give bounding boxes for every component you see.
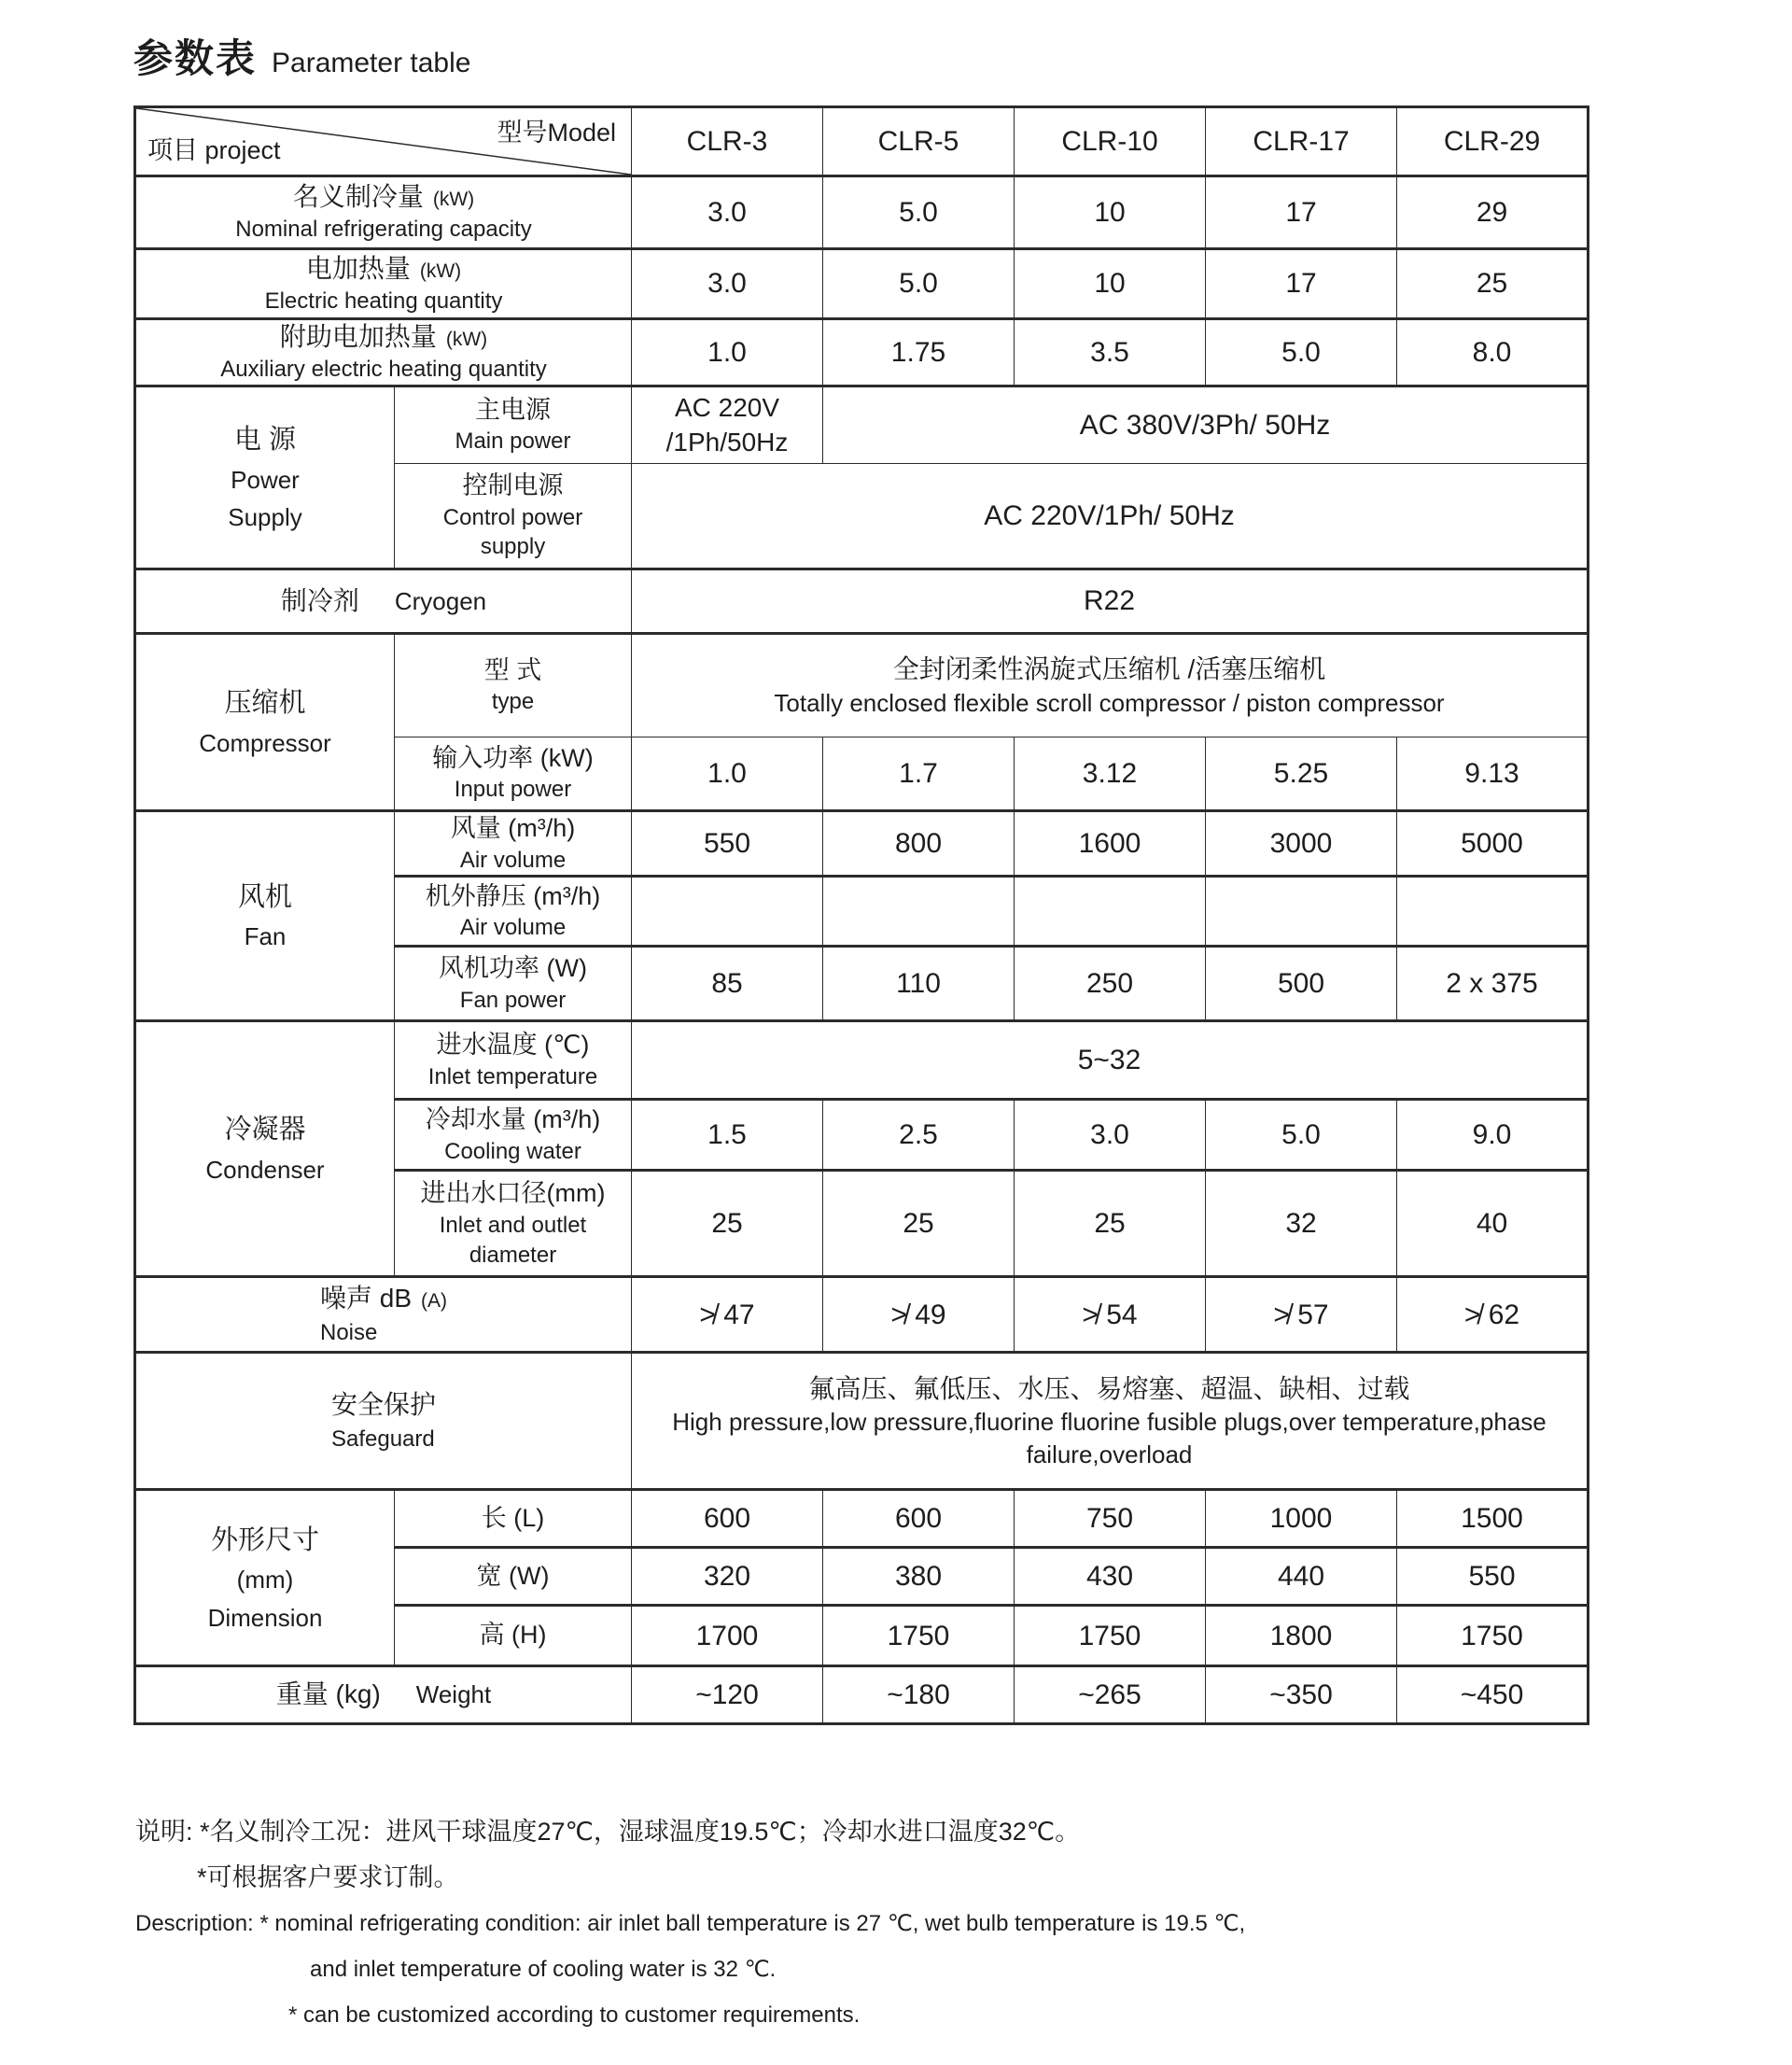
row-weight xyxy=(135,1666,1589,1724)
value-cell: 750 xyxy=(1015,1490,1206,1548)
value-cell: 1.0 xyxy=(632,738,823,811)
label-en: type xyxy=(491,689,535,715)
value-cell: 320 xyxy=(632,1548,823,1606)
value-cell: ≯ 49 xyxy=(823,1277,1015,1353)
value-cell: 25 xyxy=(823,1171,1015,1277)
note-en-customized: * can be customized according to customer requirements. xyxy=(288,2002,861,2028)
label-en: Main power xyxy=(455,428,571,455)
note-en-condition: Description: * nominal refrigerating condition: air inlet ball temperature is 27 ℃, wet bulb temperature is 19.5 ℃, xyxy=(135,1911,1246,1936)
label-en: Power xyxy=(231,465,300,494)
model-col-clr10: CLR-10 xyxy=(1015,107,1206,176)
row-compressor-type xyxy=(135,634,1589,738)
value-cell: ~450 xyxy=(1397,1666,1589,1724)
label-zh: 主电源 xyxy=(475,395,551,424)
model-col-clr17: CLR-17 xyxy=(1206,107,1397,176)
value-cell-empty xyxy=(823,877,1015,947)
label-en: diameter xyxy=(469,1242,557,1268)
label-zh: 宽 (W) xyxy=(476,1561,550,1590)
value-cell: 1.75 xyxy=(823,319,1015,386)
value-cell: 29 xyxy=(1397,176,1589,249)
model-col-clr3: CLR-3 xyxy=(632,107,823,176)
label-zh: 电 源 xyxy=(233,424,297,455)
label-en: Fan xyxy=(244,922,287,951)
value-cell: 1600 xyxy=(1015,811,1206,877)
sub-label-height xyxy=(395,1606,632,1666)
label-zh: 风机 xyxy=(237,881,292,912)
row-safeguard xyxy=(135,1353,1589,1490)
note-en-condition-cont: and inlet temperature of cooling water is 32 ℃. xyxy=(310,1957,777,1982)
sub-label-cooling-water xyxy=(395,1100,632,1171)
label-weight xyxy=(135,1666,632,1724)
value-cell: 440 xyxy=(1206,1548,1397,1606)
label-zh: 制冷剂 xyxy=(280,585,359,615)
value-cell-empty xyxy=(632,877,823,947)
label-zh: 控制电源 xyxy=(462,471,564,500)
value-cell: 10 xyxy=(1015,249,1206,319)
value-two-lines xyxy=(666,391,789,459)
label-zh: 外形尺寸 xyxy=(210,1524,319,1555)
model-col-clr5: CLR-5 xyxy=(823,107,1015,176)
value-en: Totally enclosed flexible scroll compressor / piston compressor xyxy=(774,688,1445,717)
value-line1: AC 220V xyxy=(674,393,780,423)
value-cell: 3.0 xyxy=(632,176,823,249)
label-zh: 重量 (kg) xyxy=(275,1679,381,1709)
model-header-label: 型号Model xyxy=(497,119,616,147)
value-zh: 全封闭柔性涡旋式压缩机 /活塞压缩机 xyxy=(892,653,1326,683)
value-main-power-clr3 xyxy=(632,386,823,464)
value-cell: 1000 xyxy=(1206,1490,1397,1548)
title-zh: 参数表 xyxy=(133,36,258,80)
value-cell-empty xyxy=(1015,877,1206,947)
value-cell: ~120 xyxy=(632,1666,823,1724)
value-cell: 1.5 xyxy=(632,1100,823,1171)
label-en: Condenser xyxy=(205,1156,325,1185)
label-zh: 机外静压 (m³/h) xyxy=(425,881,601,910)
corner-cell xyxy=(135,107,632,176)
value-cell: 9.13 xyxy=(1397,738,1589,811)
value-cell: 5.0 xyxy=(1206,319,1397,386)
value-cell: 380 xyxy=(823,1548,1015,1606)
value-control-power: AC 220V/1Ph/ 50Hz xyxy=(632,464,1589,569)
value-cell: 3.12 xyxy=(1015,738,1206,811)
value-cell: 5000 xyxy=(1397,811,1589,877)
group-label xyxy=(136,877,394,956)
value-cell: 2 x 375 xyxy=(1397,947,1589,1021)
label-unit: (A) xyxy=(421,1289,448,1312)
parameter-table xyxy=(133,105,1589,1725)
value-cell: 600 xyxy=(823,1490,1015,1548)
value-cell: 3.5 xyxy=(1015,319,1206,386)
label-zh: 名义制冷量 xyxy=(292,182,424,212)
label-nominal xyxy=(135,176,632,249)
value-cell: ~350 xyxy=(1206,1666,1397,1724)
notes xyxy=(135,1809,1245,2038)
label-en: Electric heating quantity xyxy=(264,288,503,314)
value-cell: 25 xyxy=(632,1171,823,1277)
value-cell: ≯ 62 xyxy=(1397,1277,1589,1353)
label-en: Air volume xyxy=(459,915,567,941)
sub-label-control-power xyxy=(395,464,632,569)
label-zh: 冷凝器 xyxy=(224,1115,306,1145)
project-header-label: 项目 project xyxy=(147,136,281,165)
label-en: Inlet temperature xyxy=(427,1063,598,1089)
label-en: Fan power xyxy=(459,987,567,1013)
label-zh: 风机功率 (W) xyxy=(439,954,587,983)
label-noise xyxy=(135,1277,632,1353)
group-label xyxy=(136,419,394,537)
row-noise xyxy=(135,1277,1589,1353)
value-cell: 25 xyxy=(1015,1171,1206,1277)
sub-label-main-power xyxy=(395,386,632,464)
group-label xyxy=(136,1520,394,1637)
value-cryogen: R22 xyxy=(632,569,1589,634)
value-cell: 40 xyxy=(1397,1171,1589,1277)
sub-label-air-volume xyxy=(395,811,632,877)
sub-label-type xyxy=(395,634,632,738)
value-cell: 1750 xyxy=(1397,1606,1589,1666)
value-line2: /1Ph/50Hz xyxy=(665,427,789,457)
value-cell: 3.0 xyxy=(1015,1100,1206,1171)
value-cell: 1750 xyxy=(1015,1606,1206,1666)
label-en: Cryogen xyxy=(394,586,487,615)
row-dimension-length xyxy=(135,1490,1589,1548)
value-cell-empty xyxy=(1397,877,1589,947)
value-cell: 5.0 xyxy=(823,176,1015,249)
group-compressor xyxy=(135,634,395,811)
group-power-supply xyxy=(135,386,395,569)
value-inlet-temperature: 5~32 xyxy=(632,1021,1589,1100)
row-inlet-temperature xyxy=(135,1021,1589,1100)
value-cell: 1750 xyxy=(823,1606,1015,1666)
label-zh: 附助电加热量 xyxy=(279,322,437,352)
value-safeguard xyxy=(632,1353,1589,1490)
value-cell: 110 xyxy=(823,947,1015,1021)
row-air-volume xyxy=(135,811,1589,877)
sub-label-fan-power xyxy=(395,947,632,1021)
label-block xyxy=(320,1280,447,1350)
label-unit: (kW) xyxy=(419,260,462,282)
label-en: Auxiliary electric heating quantity xyxy=(220,357,547,383)
row-main-power xyxy=(135,386,1589,464)
value-en: High pressure,low pressure,fluorine fluorine fusible plugs,over temperature,phase failure,overload xyxy=(672,1408,1547,1468)
value-zh: 氟高压、氟低压、水压、易熔塞、超温、缺相、过载 xyxy=(808,1373,1410,1403)
model-col-clr29: CLR-29 xyxy=(1397,107,1589,176)
label-en: Supply xyxy=(228,502,302,531)
value-cell: ~265 xyxy=(1015,1666,1206,1724)
group-dimension xyxy=(135,1490,395,1666)
value-cell: 5.0 xyxy=(823,249,1015,319)
value-cell: 8.0 xyxy=(1397,319,1589,386)
label-unit: (mm) xyxy=(236,1566,294,1594)
label-zh: 高 (H) xyxy=(479,1621,547,1650)
value-cell: 10 xyxy=(1015,176,1206,249)
value-cell: 32 xyxy=(1206,1171,1397,1277)
value-cell: 9.0 xyxy=(1397,1100,1589,1171)
label-unit: (kW) xyxy=(445,329,488,351)
row-nominal xyxy=(135,176,1589,249)
value-cell: 5.25 xyxy=(1206,738,1397,811)
label-en: Dimension xyxy=(207,1603,323,1632)
label-zh: 进出水口径(mm) xyxy=(420,1179,606,1208)
label-en: Nominal refrigerating capacity xyxy=(235,217,532,243)
label-unit: (kW) xyxy=(432,189,475,211)
label-zh: 冷却水量 (m³/h) xyxy=(425,1105,601,1134)
value-cell: ≯ 57 xyxy=(1206,1277,1397,1353)
value-cell: 430 xyxy=(1015,1548,1206,1606)
label-en: Compressor xyxy=(199,728,331,757)
value-cell: 85 xyxy=(632,947,823,1021)
sub-label-diameter xyxy=(395,1171,632,1277)
value-cell: 500 xyxy=(1206,947,1397,1021)
label-zh: 型 式 xyxy=(483,655,542,684)
value-cell: 1.0 xyxy=(632,319,823,386)
group-fan xyxy=(135,811,395,1021)
label-aux-heating xyxy=(135,319,632,386)
value-compressor-type xyxy=(632,634,1589,738)
label-en: Safeguard xyxy=(330,1426,435,1453)
label-en: Input power xyxy=(454,777,572,803)
label-zh: 长 (L) xyxy=(481,1503,545,1532)
page-title xyxy=(133,28,470,84)
value-cell: 25 xyxy=(1397,249,1589,319)
value-cell: 250 xyxy=(1015,947,1206,1021)
label-en: Noise xyxy=(319,1320,378,1346)
label-electric-heating xyxy=(135,249,632,319)
value-cell: 3000 xyxy=(1206,811,1397,877)
label-zh: 进水温度 (℃) xyxy=(436,1031,590,1060)
value-cell: 1800 xyxy=(1206,1606,1397,1666)
value-cell: 600 xyxy=(632,1490,823,1548)
sub-label-length xyxy=(395,1490,632,1548)
label-safeguard xyxy=(135,1353,632,1490)
note-zh-customized: *可根据客户要求订制。 xyxy=(197,1863,459,1891)
group-label xyxy=(136,682,394,762)
value-cell: 1.7 xyxy=(823,738,1015,811)
label-en: Inlet and outlet xyxy=(439,1212,587,1238)
note-zh-condition: 说明: *名义制冷工况：进风干球温度27℃，湿球温度19.5℃；冷却水进口温度32℃。 xyxy=(135,1818,1081,1846)
value-cell: 5.0 xyxy=(1206,1100,1397,1171)
value-cell: ≯ 54 xyxy=(1015,1277,1206,1353)
header-row xyxy=(135,107,1589,176)
label-en: Air volume xyxy=(459,847,567,873)
label-en: Control power supply xyxy=(442,504,583,560)
group-label xyxy=(136,1109,394,1188)
value-cell: ~180 xyxy=(823,1666,1015,1724)
value-cell: 17 xyxy=(1206,249,1397,319)
title-en: Parameter table xyxy=(272,48,471,78)
label-zh: 风量 (m³/h) xyxy=(450,814,576,842)
value-cell-empty xyxy=(1206,877,1397,947)
value-cell: 1500 xyxy=(1397,1490,1589,1548)
sub-label-width xyxy=(395,1548,632,1606)
label-zh: 压缩机 xyxy=(224,687,306,718)
group-condenser xyxy=(135,1021,395,1277)
label-block xyxy=(331,1386,436,1456)
value-cell: 3.0 xyxy=(632,249,823,319)
row-aux-heating xyxy=(135,319,1589,386)
label-zh: 电加热量 xyxy=(305,253,411,283)
label-zh: 输入功率 (kW) xyxy=(432,743,594,772)
sub-label-input-power xyxy=(395,738,632,811)
value-cell: 17 xyxy=(1206,176,1397,249)
row-cryogen xyxy=(135,569,1589,634)
value-cell: ≯ 47 xyxy=(632,1277,823,1353)
label-en: Weight xyxy=(415,1680,492,1709)
row-electric-heating xyxy=(135,249,1589,319)
value-cell: 550 xyxy=(1397,1548,1589,1606)
value-cell: 2.5 xyxy=(823,1100,1015,1171)
label-cryogen xyxy=(135,569,632,634)
label-zh: 安全保护 xyxy=(330,1389,436,1419)
label-zh: 噪声 dB xyxy=(319,1283,413,1313)
sub-label-static-pressure xyxy=(395,877,632,947)
sub-label-inlet-temperature xyxy=(395,1021,632,1100)
label-en: Cooling water xyxy=(444,1138,581,1164)
value-main-power-others: AC 380V/3Ph/ 50Hz xyxy=(823,386,1589,464)
value-cell: 550 xyxy=(632,811,823,877)
value-cell: 1700 xyxy=(632,1606,823,1666)
value-cell: 800 xyxy=(823,811,1015,877)
